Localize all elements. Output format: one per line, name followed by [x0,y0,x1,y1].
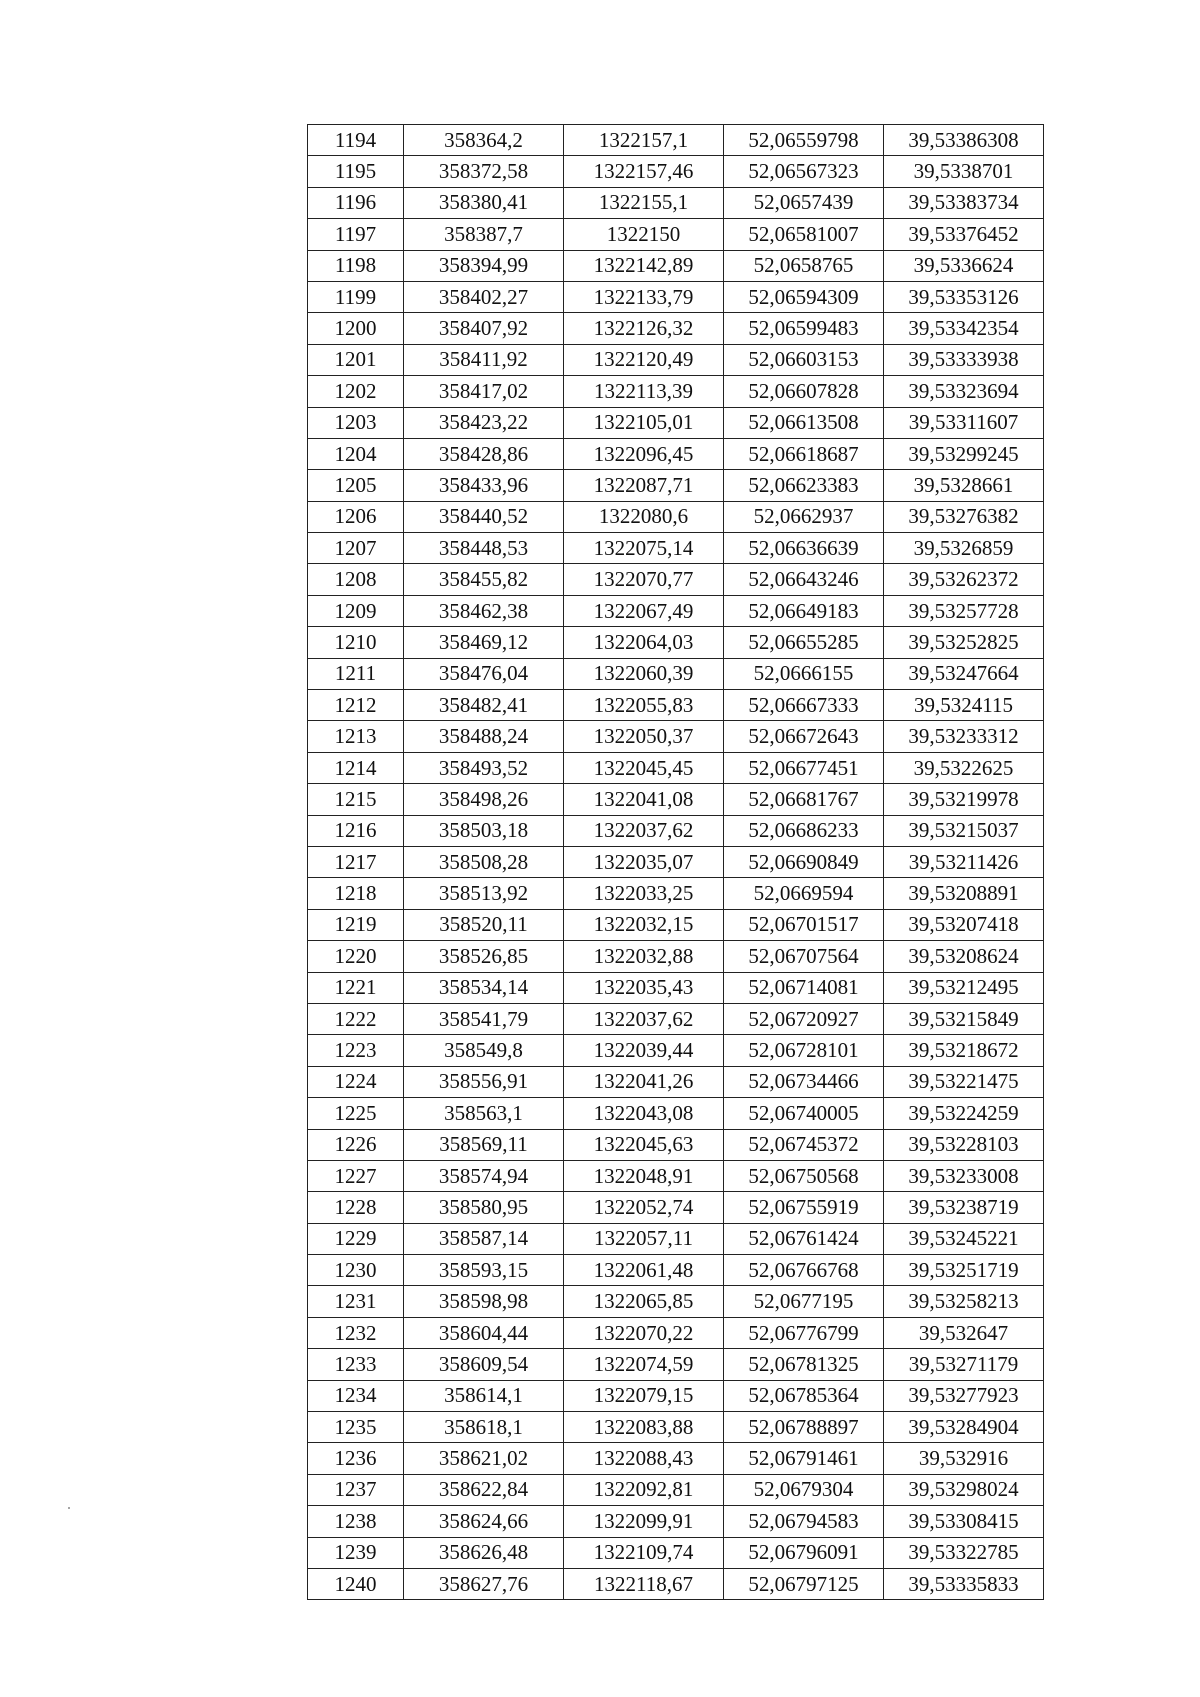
scan-speck [68,1507,70,1509]
latitude-cell: 52,0666155 [724,658,884,689]
point-number-cell: 1199 [308,281,404,312]
table-row [308,1066,1044,1097]
latitude-cell: 52,06701517 [724,909,884,940]
point-number-cell: 1210 [308,627,404,658]
y-coordinate-cell: 1322035,07 [564,846,724,877]
y-coordinate-cell: 1322113,39 [564,376,724,407]
x-coordinate-cell: 358455,82 [404,564,564,595]
point-number-cell: 1233 [308,1349,404,1380]
longitude-cell: 39,53335833 [884,1568,1044,1599]
y-coordinate-cell: 1322050,37 [564,721,724,752]
table-row [308,1129,1044,1160]
longitude-cell: 39,53386308 [884,125,1044,156]
table-row [308,1003,1044,1034]
latitude-cell: 52,0677195 [724,1286,884,1317]
latitude-cell: 52,06796091 [724,1537,884,1568]
table-row [308,846,1044,877]
y-coordinate-cell: 1322032,88 [564,941,724,972]
x-coordinate-cell: 358541,79 [404,1003,564,1034]
latitude-cell: 52,06655285 [724,627,884,658]
y-coordinate-cell: 1322045,45 [564,752,724,783]
table-row [308,1160,1044,1191]
table-row [308,627,1044,658]
longitude-cell: 39,53215849 [884,1003,1044,1034]
x-coordinate-cell: 358498,26 [404,784,564,815]
latitude-cell: 52,06690849 [724,846,884,877]
point-number-cell: 1207 [308,533,404,564]
longitude-cell: 39,53208624 [884,941,1044,972]
latitude-cell: 52,06794583 [724,1506,884,1537]
latitude-cell: 52,06728101 [724,1035,884,1066]
longitude-cell: 39,53308415 [884,1506,1044,1537]
x-coordinate-cell: 358569,11 [404,1129,564,1160]
point-number-cell: 1236 [308,1443,404,1474]
table-row [308,1349,1044,1380]
latitude-cell: 52,06785364 [724,1380,884,1411]
longitude-cell: 39,53211426 [884,846,1044,877]
latitude-cell: 52,06734466 [724,1066,884,1097]
longitude-cell: 39,53298024 [884,1474,1044,1505]
x-coordinate-cell: 358402,27 [404,281,564,312]
longitude-cell: 39,532916 [884,1443,1044,1474]
latitude-cell: 52,06667333 [724,690,884,721]
y-coordinate-cell: 1322043,08 [564,1098,724,1129]
point-number-cell: 1202 [308,376,404,407]
point-number-cell: 1217 [308,846,404,877]
point-number-cell: 1204 [308,438,404,469]
x-coordinate-cell: 358380,41 [404,187,564,218]
x-coordinate-cell: 358493,52 [404,752,564,783]
point-number-cell: 1219 [308,909,404,940]
x-coordinate-cell: 358593,15 [404,1255,564,1286]
point-number-cell: 1234 [308,1380,404,1411]
point-number-cell: 1223 [308,1035,404,1066]
point-number-cell: 1239 [308,1537,404,1568]
x-coordinate-cell: 358364,2 [404,125,564,156]
table-row [308,1317,1044,1348]
longitude-cell: 39,53208891 [884,878,1044,909]
longitude-cell: 39,53207418 [884,909,1044,940]
latitude-cell: 52,06649183 [724,595,884,626]
table-row [308,187,1044,218]
longitude-cell: 39,53233312 [884,721,1044,752]
point-number-cell: 1230 [308,1255,404,1286]
point-number-cell: 1220 [308,941,404,972]
table-row [308,1380,1044,1411]
x-coordinate-cell: 358618,1 [404,1412,564,1443]
point-number-cell: 1198 [308,250,404,281]
x-coordinate-cell: 358428,86 [404,438,564,469]
longitude-cell: 39,53218672 [884,1035,1044,1066]
table-row [308,1506,1044,1537]
table-row [308,1223,1044,1254]
latitude-cell: 52,06776799 [724,1317,884,1348]
y-coordinate-cell: 1322079,15 [564,1380,724,1411]
x-coordinate-cell: 358626,48 [404,1537,564,1568]
point-number-cell: 1216 [308,815,404,846]
x-coordinate-cell: 358587,14 [404,1223,564,1254]
longitude-cell: 39,53233008 [884,1160,1044,1191]
point-number-cell: 1212 [308,690,404,721]
x-coordinate-cell: 358423,22 [404,407,564,438]
table-row [308,344,1044,375]
latitude-cell: 52,0669594 [724,878,884,909]
point-number-cell: 1227 [308,1160,404,1191]
latitude-cell: 52,06607828 [724,376,884,407]
longitude-cell: 39,53299245 [884,438,1044,469]
y-coordinate-cell: 1322045,63 [564,1129,724,1160]
point-number-cell: 1238 [308,1506,404,1537]
point-number-cell: 1221 [308,972,404,1003]
y-coordinate-cell: 1322032,15 [564,909,724,940]
table-row [308,250,1044,281]
point-number-cell: 1195 [308,156,404,187]
x-coordinate-cell: 358482,41 [404,690,564,721]
point-number-cell: 1222 [308,1003,404,1034]
table-row [308,658,1044,689]
longitude-cell: 39,53258213 [884,1286,1044,1317]
table-row [308,878,1044,909]
latitude-cell: 52,06755919 [724,1192,884,1223]
y-coordinate-cell: 1322070,77 [564,564,724,595]
x-coordinate-cell: 358433,96 [404,470,564,501]
x-coordinate-cell: 358520,11 [404,909,564,940]
longitude-cell: 39,53212495 [884,972,1044,1003]
point-number-cell: 1205 [308,470,404,501]
latitude-cell: 52,06791461 [724,1443,884,1474]
x-coordinate-cell: 358526,85 [404,941,564,972]
y-coordinate-cell: 1322150 [564,219,724,250]
y-coordinate-cell: 1322126,32 [564,313,724,344]
point-number-cell: 1235 [308,1412,404,1443]
y-coordinate-cell: 1322052,74 [564,1192,724,1223]
x-coordinate-cell: 358387,7 [404,219,564,250]
coordinates-table-body [308,125,1044,1600]
point-number-cell: 1224 [308,1066,404,1097]
longitude-cell: 39,53276382 [884,501,1044,532]
latitude-cell: 52,06559798 [724,125,884,156]
y-coordinate-cell: 1322075,14 [564,533,724,564]
table-row [308,1537,1044,1568]
y-coordinate-cell: 1322041,08 [564,784,724,815]
longitude-cell: 39,5328661 [884,470,1044,501]
y-coordinate-cell: 1322037,62 [564,815,724,846]
longitude-cell: 39,5322625 [884,752,1044,783]
point-number-cell: 1213 [308,721,404,752]
longitude-cell: 39,53322785 [884,1537,1044,1568]
point-number-cell: 1232 [308,1317,404,1348]
x-coordinate-cell: 358411,92 [404,344,564,375]
y-coordinate-cell: 1322060,39 [564,658,724,689]
table-row [308,1568,1044,1599]
table-row [308,533,1044,564]
x-coordinate-cell: 358534,14 [404,972,564,1003]
longitude-cell: 39,5326859 [884,533,1044,564]
latitude-cell: 52,06750568 [724,1160,884,1191]
longitude-cell: 39,53247664 [884,658,1044,689]
x-coordinate-cell: 358394,99 [404,250,564,281]
y-coordinate-cell: 1322120,49 [564,344,724,375]
table-row [308,752,1044,783]
point-number-cell: 1237 [308,1474,404,1505]
latitude-cell: 52,06636639 [724,533,884,564]
y-coordinate-cell: 1322065,85 [564,1286,724,1317]
point-number-cell: 1208 [308,564,404,595]
latitude-cell: 52,06788897 [724,1412,884,1443]
y-coordinate-cell: 1322087,71 [564,470,724,501]
point-number-cell: 1206 [308,501,404,532]
latitude-cell: 52,0658765 [724,250,884,281]
y-coordinate-cell: 1322070,22 [564,1317,724,1348]
longitude-cell: 39,532647 [884,1317,1044,1348]
latitude-cell: 52,06623383 [724,470,884,501]
x-coordinate-cell: 358462,38 [404,595,564,626]
table-row [308,376,1044,407]
x-coordinate-cell: 358609,54 [404,1349,564,1380]
point-number-cell: 1215 [308,784,404,815]
y-coordinate-cell: 1322061,48 [564,1255,724,1286]
y-coordinate-cell: 1322033,25 [564,878,724,909]
y-coordinate-cell: 1322067,49 [564,595,724,626]
point-number-cell: 1214 [308,752,404,783]
longitude-cell: 39,5324115 [884,690,1044,721]
point-number-cell: 1194 [308,125,404,156]
y-coordinate-cell: 1322064,03 [564,627,724,658]
x-coordinate-cell: 358372,58 [404,156,564,187]
latitude-cell: 52,06643246 [724,564,884,595]
longitude-cell: 39,53333938 [884,344,1044,375]
table-row [308,125,1044,156]
y-coordinate-cell: 1322080,6 [564,501,724,532]
longitude-cell: 39,53245221 [884,1223,1044,1254]
latitude-cell: 52,06613508 [724,407,884,438]
table-row [308,1035,1044,1066]
latitude-cell: 52,06567323 [724,156,884,187]
latitude-cell: 52,06745372 [724,1129,884,1160]
x-coordinate-cell: 358627,76 [404,1568,564,1599]
point-number-cell: 1196 [308,187,404,218]
longitude-cell: 39,53257728 [884,595,1044,626]
longitude-cell: 39,53323694 [884,376,1044,407]
longitude-cell: 39,53262372 [884,564,1044,595]
table-row [308,564,1044,595]
y-coordinate-cell: 1322099,91 [564,1506,724,1537]
x-coordinate-cell: 358448,53 [404,533,564,564]
point-number-cell: 1201 [308,344,404,375]
table-row [308,1474,1044,1505]
x-coordinate-cell: 358488,24 [404,721,564,752]
x-coordinate-cell: 358622,84 [404,1474,564,1505]
x-coordinate-cell: 358621,02 [404,1443,564,1474]
point-number-cell: 1197 [308,219,404,250]
x-coordinate-cell: 358556,91 [404,1066,564,1097]
y-coordinate-cell: 1322074,59 [564,1349,724,1380]
x-coordinate-cell: 358440,52 [404,501,564,532]
longitude-cell: 39,53219978 [884,784,1044,815]
table-row [308,595,1044,626]
latitude-cell: 52,06781325 [724,1349,884,1380]
x-coordinate-cell: 358563,1 [404,1098,564,1129]
latitude-cell: 52,0662937 [724,501,884,532]
table-row [308,156,1044,187]
longitude-cell: 39,5336624 [884,250,1044,281]
y-coordinate-cell: 1322118,67 [564,1568,724,1599]
latitude-cell: 52,06766768 [724,1255,884,1286]
x-coordinate-cell: 358574,94 [404,1160,564,1191]
table-row [308,972,1044,1003]
x-coordinate-cell: 358508,28 [404,846,564,877]
longitude-cell: 39,53221475 [884,1066,1044,1097]
latitude-cell: 52,06681767 [724,784,884,815]
longitude-cell: 39,53224259 [884,1098,1044,1129]
table-row [308,690,1044,721]
latitude-cell: 52,06603153 [724,344,884,375]
longitude-cell: 39,53215037 [884,815,1044,846]
latitude-cell: 52,0679304 [724,1474,884,1505]
y-coordinate-cell: 1322142,89 [564,250,724,281]
latitude-cell: 52,06581007 [724,219,884,250]
y-coordinate-cell: 1322096,45 [564,438,724,469]
table-row [308,407,1044,438]
table-row [308,1192,1044,1223]
table-row [308,1412,1044,1443]
longitude-cell: 39,53251719 [884,1255,1044,1286]
longitude-cell: 39,53376452 [884,219,1044,250]
longitude-cell: 39,53353126 [884,281,1044,312]
latitude-cell: 52,0657439 [724,187,884,218]
y-coordinate-cell: 1322157,46 [564,156,724,187]
latitude-cell: 52,06686233 [724,815,884,846]
x-coordinate-cell: 358614,1 [404,1380,564,1411]
y-coordinate-cell: 1322105,01 [564,407,724,438]
point-number-cell: 1225 [308,1098,404,1129]
point-number-cell: 1211 [308,658,404,689]
table-row [308,815,1044,846]
table-row [308,501,1044,532]
table-row [308,281,1044,312]
latitude-cell: 52,06618687 [724,438,884,469]
y-coordinate-cell: 1322035,43 [564,972,724,1003]
point-number-cell: 1209 [308,595,404,626]
point-number-cell: 1226 [308,1129,404,1160]
longitude-cell: 39,53228103 [884,1129,1044,1160]
y-coordinate-cell: 1322041,26 [564,1066,724,1097]
point-number-cell: 1218 [308,878,404,909]
coordinates-table [307,124,1044,1600]
latitude-cell: 52,06761424 [724,1223,884,1254]
y-coordinate-cell: 1322133,79 [564,281,724,312]
y-coordinate-cell: 1322157,1 [564,125,724,156]
y-coordinate-cell: 1322057,11 [564,1223,724,1254]
x-coordinate-cell: 358407,92 [404,313,564,344]
y-coordinate-cell: 1322109,74 [564,1537,724,1568]
table-row [308,1098,1044,1129]
x-coordinate-cell: 358503,18 [404,815,564,846]
x-coordinate-cell: 358476,04 [404,658,564,689]
point-number-cell: 1228 [308,1192,404,1223]
longitude-cell: 39,53284904 [884,1412,1044,1443]
longitude-cell: 39,53271179 [884,1349,1044,1380]
point-number-cell: 1240 [308,1568,404,1599]
latitude-cell: 52,06740005 [724,1098,884,1129]
point-number-cell: 1229 [308,1223,404,1254]
latitude-cell: 52,06672643 [724,721,884,752]
table-row [308,909,1044,940]
longitude-cell: 39,53311607 [884,407,1044,438]
x-coordinate-cell: 358417,02 [404,376,564,407]
y-coordinate-cell: 1322048,91 [564,1160,724,1191]
table-row [308,1443,1044,1474]
latitude-cell: 52,06707564 [724,941,884,972]
longitude-cell: 39,53252825 [884,627,1044,658]
table-row [308,941,1044,972]
x-coordinate-cell: 358513,92 [404,878,564,909]
latitude-cell: 52,06594309 [724,281,884,312]
table-row [308,1255,1044,1286]
latitude-cell: 52,06797125 [724,1568,884,1599]
latitude-cell: 52,06599483 [724,313,884,344]
y-coordinate-cell: 1322039,44 [564,1035,724,1066]
table-row [308,219,1044,250]
x-coordinate-cell: 358624,66 [404,1506,564,1537]
x-coordinate-cell: 358598,98 [404,1286,564,1317]
y-coordinate-cell: 1322055,83 [564,690,724,721]
longitude-cell: 39,53383734 [884,187,1044,218]
longitude-cell: 39,53238719 [884,1192,1044,1223]
table-row [308,313,1044,344]
latitude-cell: 52,06714081 [724,972,884,1003]
longitude-cell: 39,53277923 [884,1380,1044,1411]
x-coordinate-cell: 358549,8 [404,1035,564,1066]
x-coordinate-cell: 358604,44 [404,1317,564,1348]
y-coordinate-cell: 1322092,81 [564,1474,724,1505]
table-row [308,784,1044,815]
table-row [308,470,1044,501]
y-coordinate-cell: 1322155,1 [564,187,724,218]
y-coordinate-cell: 1322088,43 [564,1443,724,1474]
table-row [308,1286,1044,1317]
y-coordinate-cell: 1322083,88 [564,1412,724,1443]
latitude-cell: 52,06720927 [724,1003,884,1034]
x-coordinate-cell: 358580,95 [404,1192,564,1223]
longitude-cell: 39,53342354 [884,313,1044,344]
point-number-cell: 1231 [308,1286,404,1317]
latitude-cell: 52,06677451 [724,752,884,783]
x-coordinate-cell: 358469,12 [404,627,564,658]
longitude-cell: 39,5338701 [884,156,1044,187]
table-row [308,438,1044,469]
point-number-cell: 1200 [308,313,404,344]
table-row [308,721,1044,752]
point-number-cell: 1203 [308,407,404,438]
y-coordinate-cell: 1322037,62 [564,1003,724,1034]
